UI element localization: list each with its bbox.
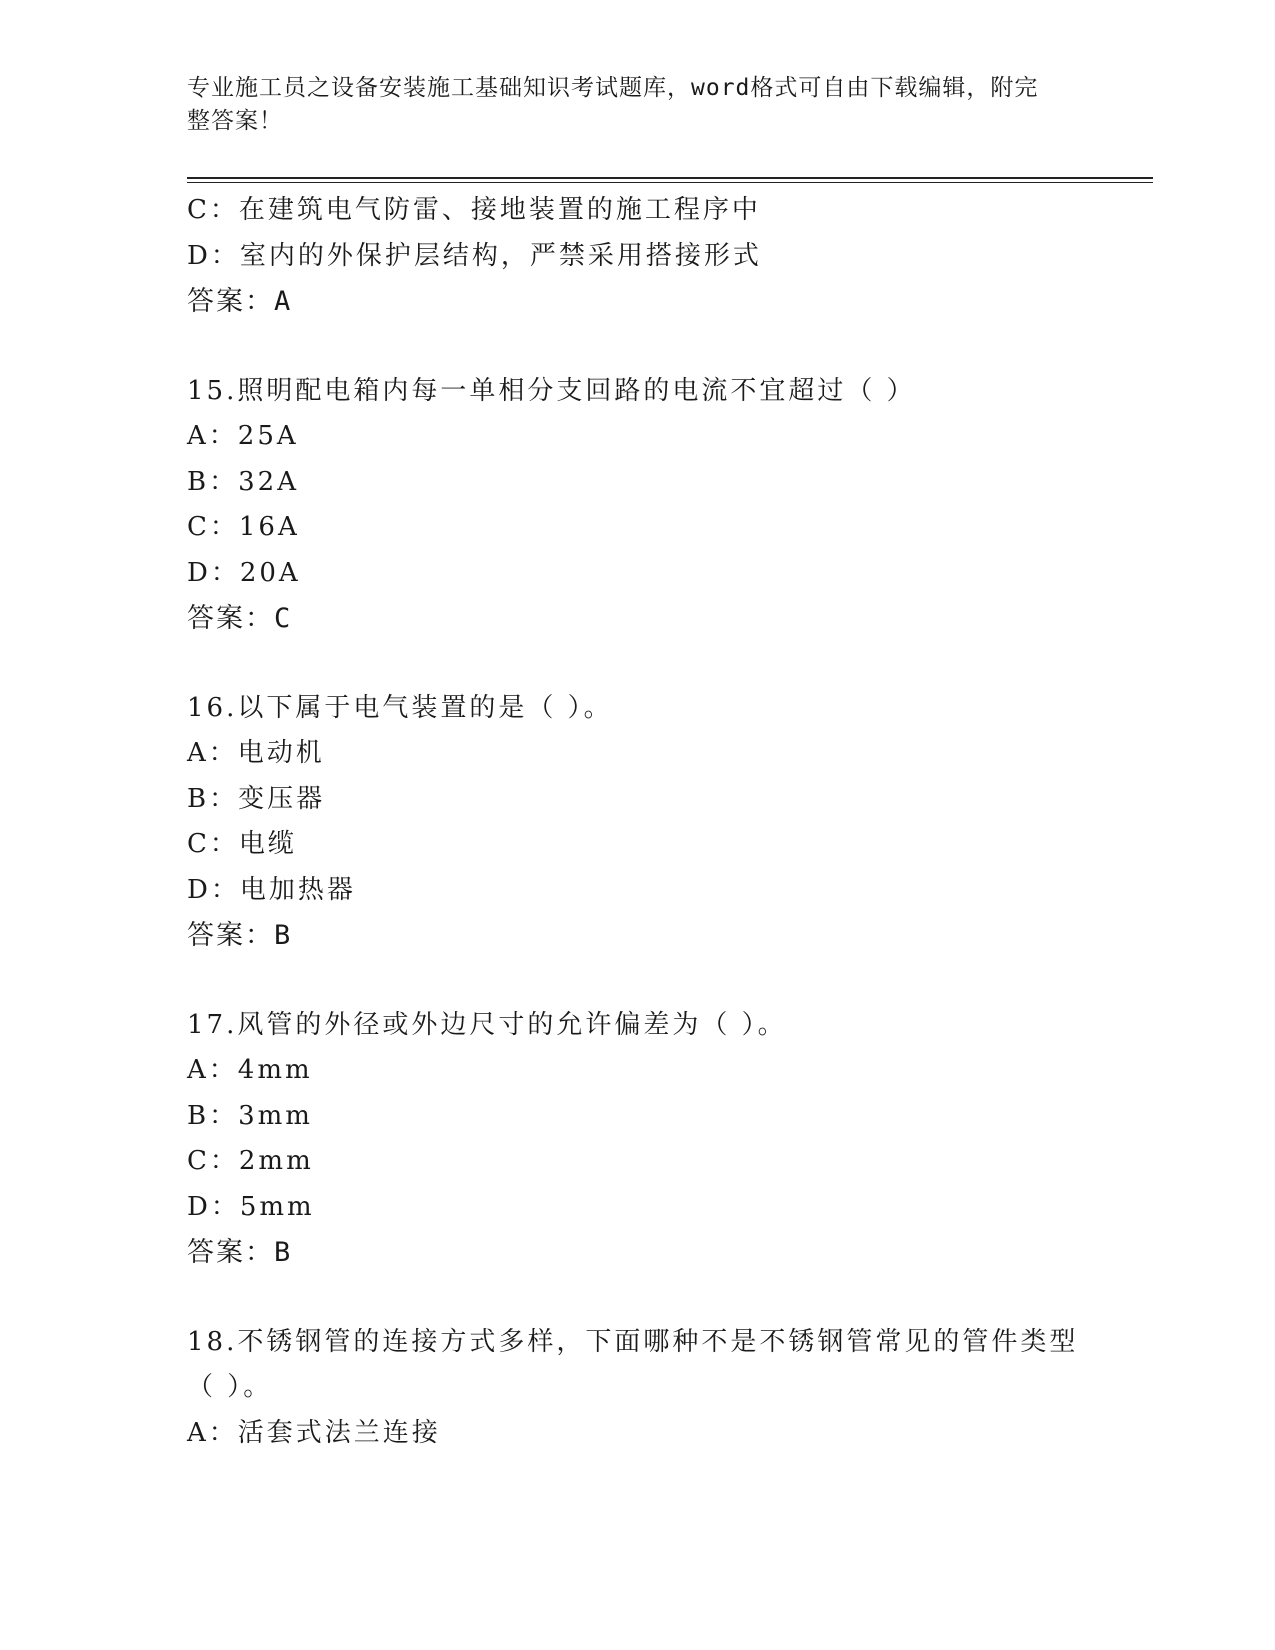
header-line-2: 整答案！ [187,108,283,134]
question-stem: 16.以下属于电气装置的是（ ）。 [187,692,613,723]
option-b: B：变压器 [187,783,326,814]
header-divider-thin [187,182,1153,183]
option-d: D：电加热器 [187,874,356,905]
question-stem: 17.风管的外径或外边尺寸的允许偏差为（ ）。 [187,1009,787,1040]
answer-line: 答案：B [187,1237,293,1268]
answer-line: 答案：A [187,286,293,317]
question-list [187,188,1087,1456]
option-c: C：在建筑电气防雷、接地装置的施工程序中 [187,195,761,225]
question-stem-continued: （ ）。 [187,1372,273,1402]
option-a: A：电动机 [187,738,325,768]
option-c: C：2mm [187,1146,314,1176]
header-divider-thick [187,177,1153,179]
option-d: D：20A [187,557,301,588]
option-a: A：25A [187,421,299,451]
answer-line: 答案：B [187,920,293,951]
option-d: D：5mm [187,1191,315,1222]
option-c: C：电缆 [187,829,297,859]
question-stem: 15.照明配电箱内每一单相分支回路的电流不宜超过（ ） [187,375,916,406]
option-a: A：活套式法兰连接 [187,1417,441,1448]
option-b: B：32A [187,466,299,497]
option-d: D：室内的外保护层结构，严禁采用搭接形式 [187,240,762,271]
option-c: C：16A [187,512,300,542]
option-a: A：4mm [187,1055,313,1085]
option-b: B：3mm [187,1100,313,1131]
document-header [187,72,1087,138]
question-stem: 18.不锈钢管的连接方式多样，下面哪种不是不锈钢管常见的管件类型 [187,1326,1079,1357]
header-line-1: 专业施工员之设备安装施工基础知识考试题库，word格式可自由下载编辑，附完 [187,75,1039,101]
answer-line: 答案：C [187,603,293,634]
